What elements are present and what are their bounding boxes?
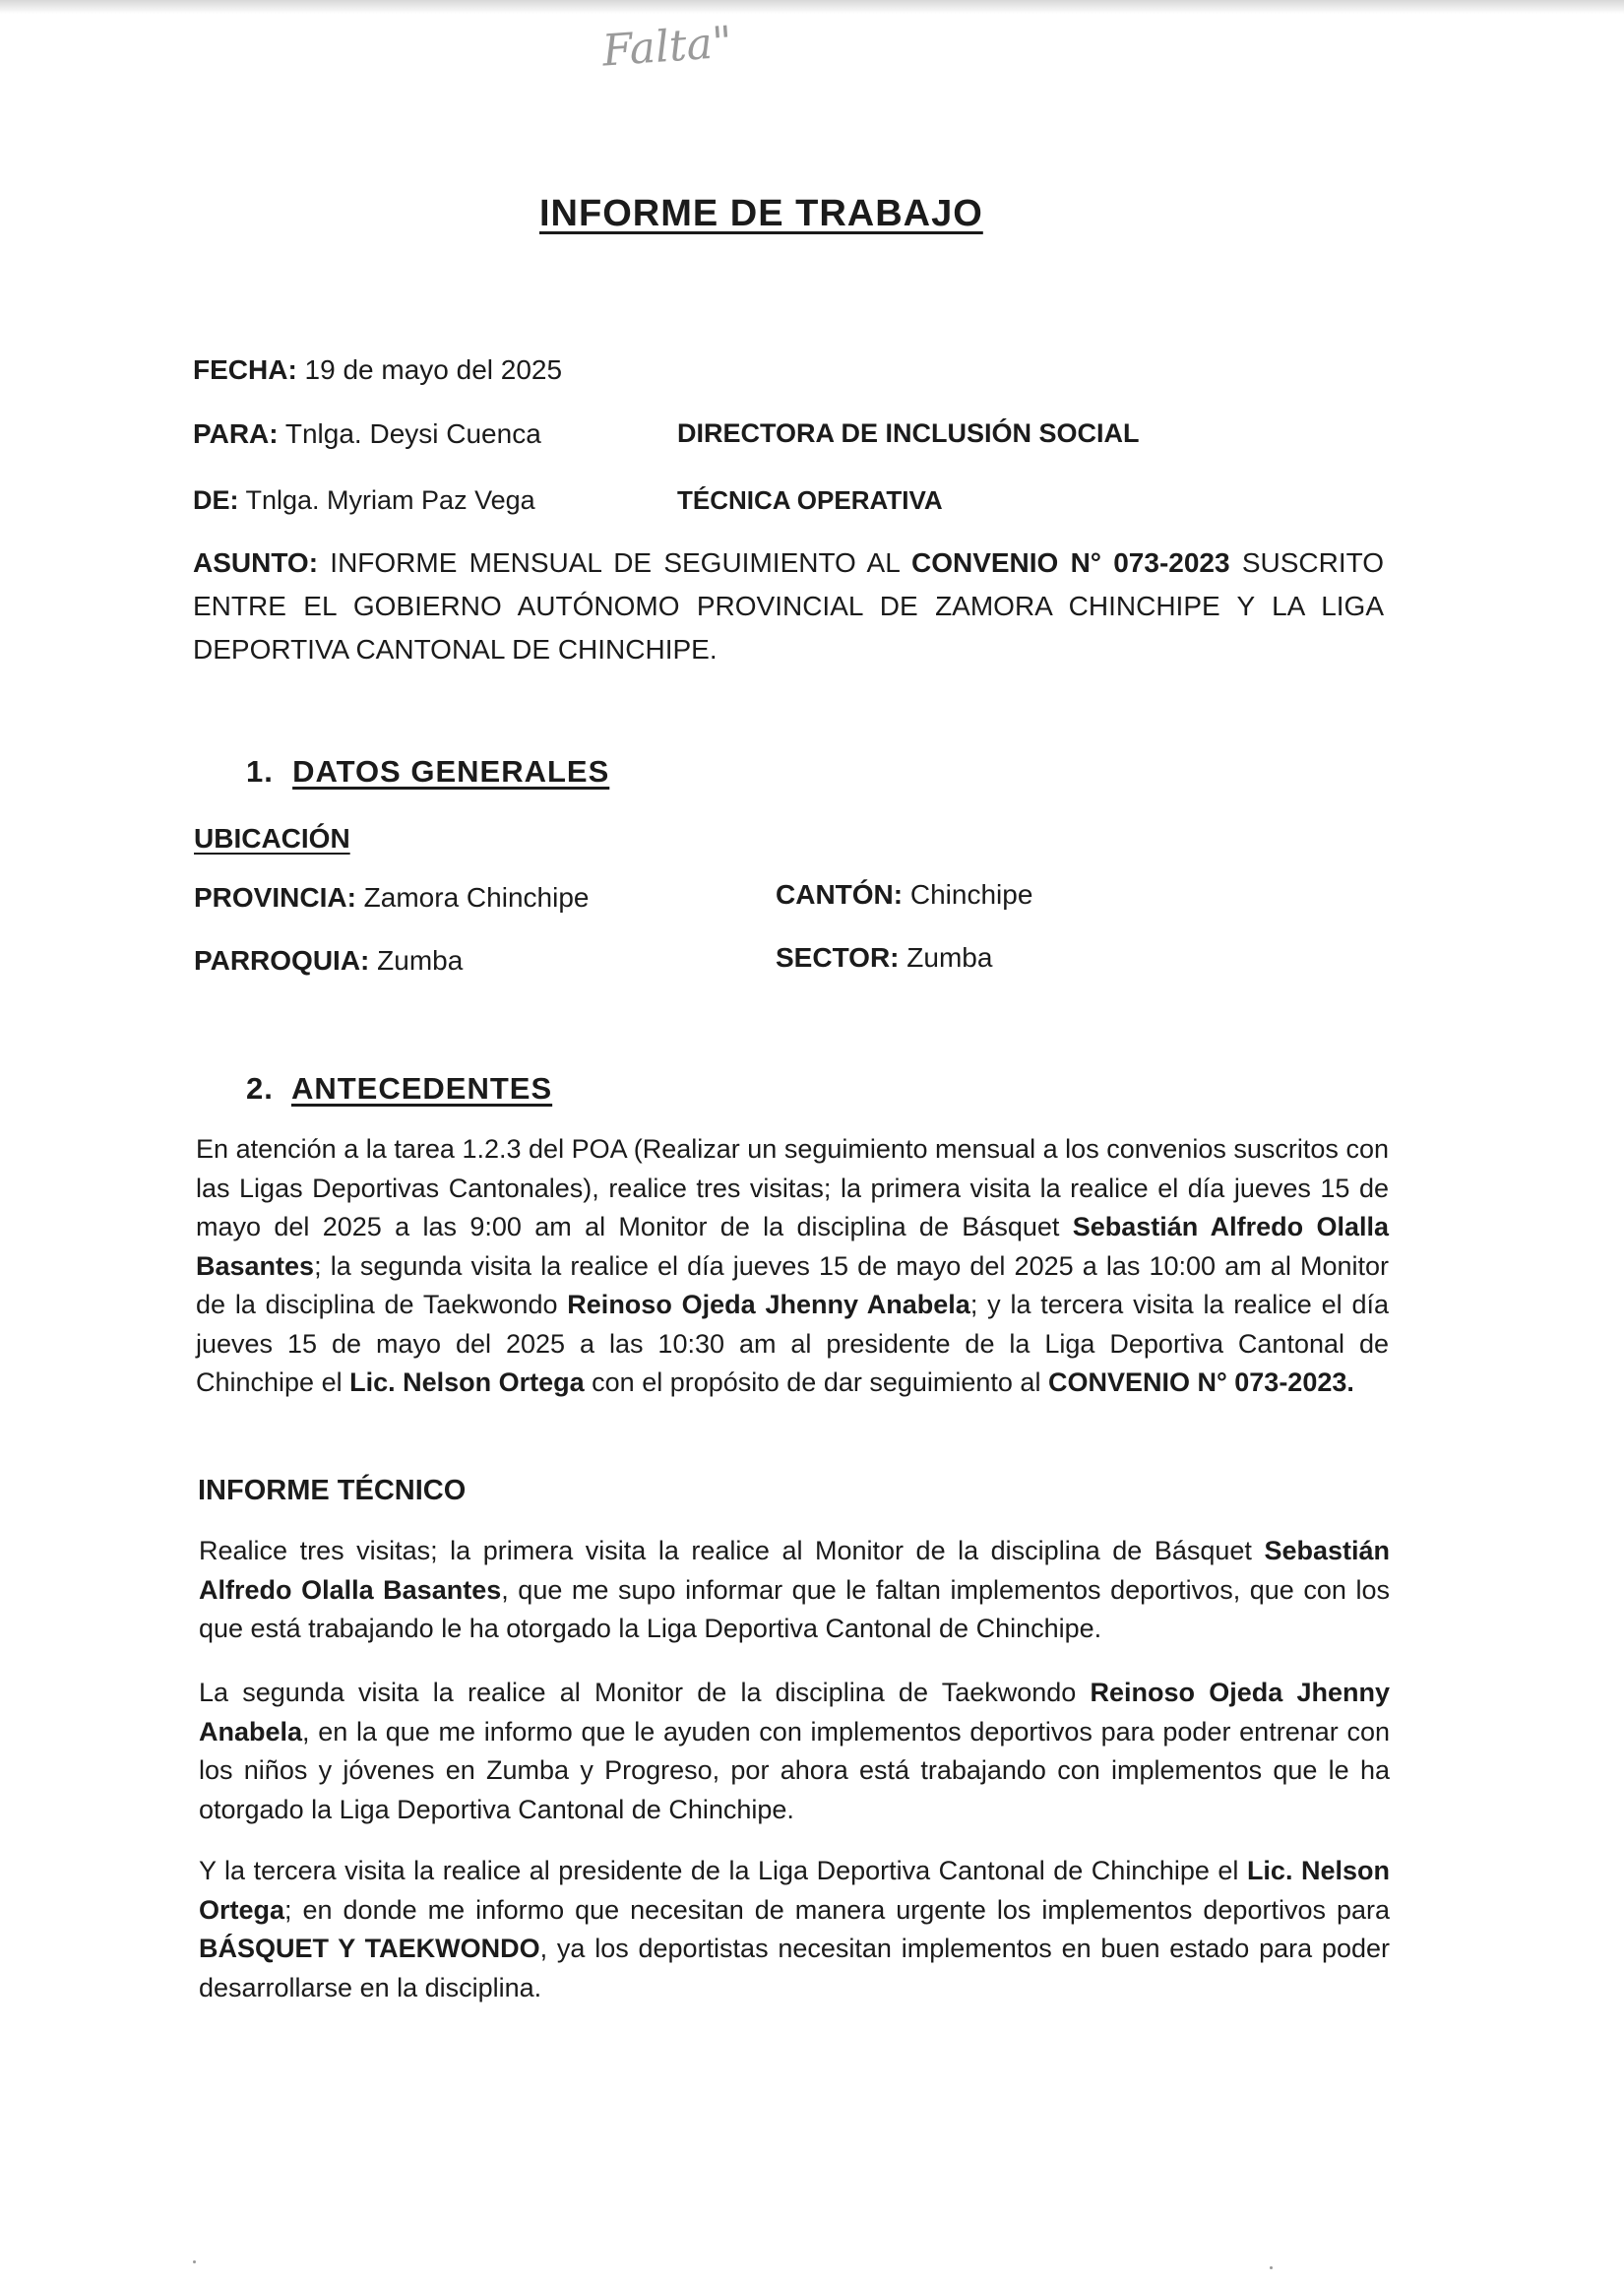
- antecedentes-convenio: CONVENIO N° 073-2023.: [1047, 1367, 1354, 1397]
- parroquia-line: [194, 945, 463, 977]
- de-value: Tnlga. Myriam Paz Vega: [245, 485, 535, 515]
- sector-label: SECTOR:: [776, 942, 900, 973]
- antecedentes-text-2: ; la segunda visita la realice el día jueves 15 de mayo del 2025 a las 10:00 am al Monitor de la disciplina de Taekwondo: [196, 1250, 1389, 1319]
- p2-text-2: , en la que me informo que le ayuden con implementos deportivos para poder entrenar con los niños y jóvenes en Zumba y Progreso, por ahora está trabajando con implementos que le ha otorgado la Liga Deportiva Cantonal de Chinchipe.: [199, 1716, 1390, 1824]
- monitor-basquet-name: Sebastián Alfredo Olalla Basantes: [196, 1212, 1389, 1281]
- p3-text-2: ; en donde me informo que necesitan de manera urgente los implementos deportivos para: [284, 1894, 1390, 1925]
- scan-speck: [193, 2260, 196, 2263]
- de-cargo: TÉCNICA OPERATIVA: [677, 485, 943, 515]
- antecedentes-paragraph: [196, 1130, 1389, 1403]
- asunto-label: ASUNTO:: [193, 547, 319, 578]
- p3-disciplines: BÁSQUET Y TAEKWONDO: [199, 1934, 540, 1963]
- p1-text-2: , que me supo informar que le faltan implementos deportivos, que con los que está trabajando le ha otorgado la Liga Deportiva Cantonal de Chinchipe.: [199, 1574, 1390, 1643]
- canton-label: CANTÓN:: [776, 879, 904, 910]
- asunto-text: INFORME MENSUAL DE SEGUIMIENTO AL: [318, 547, 911, 578]
- antecedentes-text-1: En atención a la tarea 1.2.3 del POA (Realizar un seguimiento mensual a los convenios suscritos con las Ligas Deportivas Cantonales), realice tres visitas; la primera visita la realice el día jueves 15 de mayo del 2025 a las 9:00 am al Monitor de la disciplina de Básquet: [196, 1134, 1389, 1241]
- de-line: [193, 485, 535, 516]
- canton-line: [776, 879, 1032, 911]
- fecha-label: FECHA:: [193, 354, 297, 385]
- monitor-taekwondo-name: Reinoso Ojeda Jhenny Anabela: [567, 1290, 970, 1319]
- p1-text-1: Realice tres visitas; la primera visita la realice al Monitor de la disciplina de Básquet: [199, 1536, 1265, 1565]
- asunto-paragraph: [193, 541, 1384, 671]
- section-1-number: 1.: [246, 754, 274, 789]
- para-label: PARA:: [193, 418, 279, 449]
- informe-paragraph-1: [199, 1532, 1390, 1649]
- section-2-number: 2.: [246, 1071, 274, 1106]
- section-1-title: DATOS GENERALES: [292, 754, 610, 789]
- sector-line: [776, 942, 992, 974]
- p3-text-3: , ya los deportistas necesitan implementos en buen estado para poder desarrollarse en la disciplina.: [199, 1934, 1390, 2002]
- informe-paragraph-2: [199, 1674, 1390, 1829]
- p3-name: Lic. Nelson Ortega: [199, 1856, 1390, 1925]
- para-value: Tnlga. Deysi Cuenca: [284, 418, 541, 449]
- scan-edge: [0, 0, 1624, 14]
- provincia-value: Zamora Chinchipe: [355, 882, 590, 913]
- provincia-label: PROVINCIA:: [194, 882, 356, 913]
- antecedentes-text-3: ; y la tercera visita la realice el día jueves 15 de mayo del 2025 a las 10:30 am al presidente de la Liga Deportiva Cantonal de Chinchipe el: [196, 1290, 1389, 1397]
- provincia-line: [194, 882, 589, 914]
- antecedentes-text-4: con el propósito de dar seguimiento al: [584, 1367, 1048, 1397]
- de-label: DE:: [193, 485, 239, 515]
- p2-name: Reinoso Ojeda Jhenny Anabela: [199, 1678, 1390, 1747]
- informe-paragraph-3: [199, 1852, 1390, 2007]
- asunto-text-2: SUSCRITO ENTRE EL GOBIERNO AUTÓNOMO PROVINCIAL DE ZAMORA CHINCHIPE Y LA LIGA DEPORTIVA CANTONAL DE CHINCHIPE.: [193, 547, 1384, 665]
- p3-text-1: Y la tercera visita la realice al presidente de la Liga Deportiva Cantonal de Chinchipe el: [199, 1856, 1247, 1885]
- parroquia-value: Zumba: [369, 945, 464, 976]
- para-cargo: DIRECTORA DE INCLUSIÓN SOCIAL: [677, 418, 1140, 448]
- sector-value: Zumba: [899, 942, 993, 973]
- p1-name: Sebastián Alfredo Olalla Basantes: [199, 1536, 1390, 1605]
- parroquia-label: PARROQUIA:: [194, 945, 370, 976]
- para-line: [193, 418, 541, 450]
- section-2-heading: [246, 1071, 552, 1107]
- asunto-convenio: CONVENIO N° 073-2023: [910, 547, 1230, 578]
- p2-text-1: La segunda visita la realice al Monitor de la disciplina de Taekwondo: [199, 1678, 1091, 1707]
- ubicacion-heading: UBICACIÓN: [194, 823, 350, 854]
- canton-value: Chinchipe: [903, 879, 1033, 910]
- scan-speck: [1270, 2266, 1273, 2269]
- fecha-value: 19 de mayo del 2025: [304, 354, 563, 385]
- informe-tecnico-heading: INFORME TÉCNICO: [198, 1475, 467, 1506]
- handwritten-annotation: Falta": [600, 17, 734, 77]
- document-title: INFORME DE TRABAJO: [539, 193, 983, 234]
- section-1-heading: [246, 754, 609, 790]
- presidente-name: Lic. Nelson Ortega: [349, 1367, 585, 1397]
- section-2-title: ANTECEDENTES: [290, 1071, 553, 1106]
- fecha-line: [193, 354, 562, 386]
